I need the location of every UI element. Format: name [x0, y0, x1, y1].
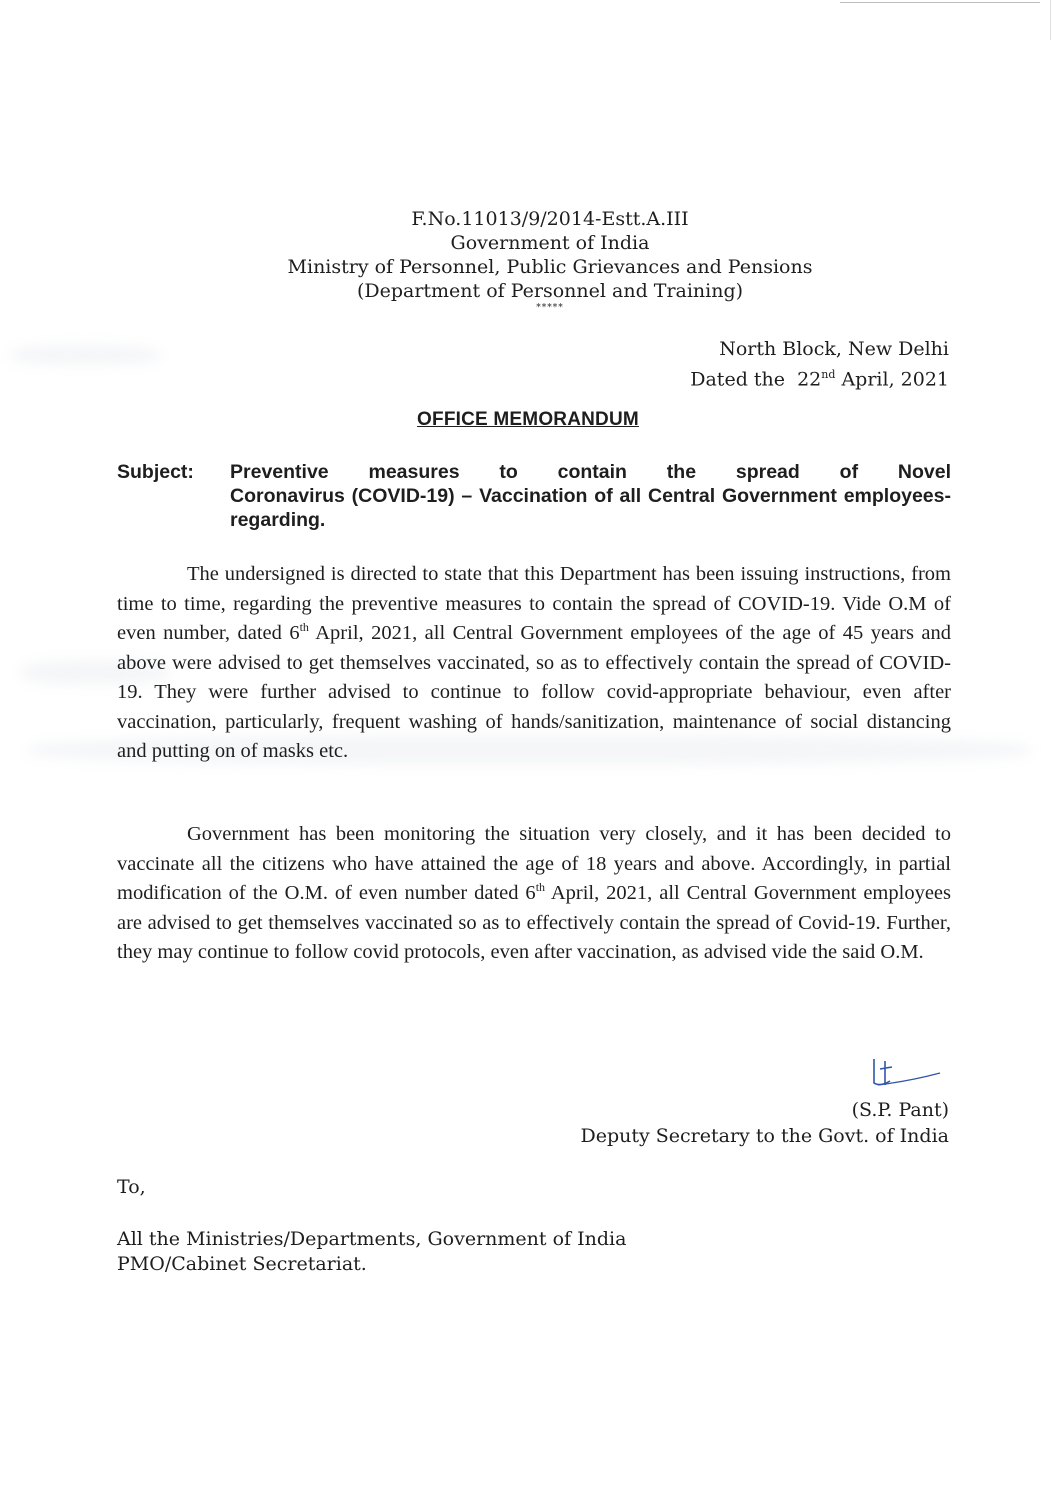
signatory-block	[581, 1095, 950, 1147]
scan-smudge	[10, 345, 160, 365]
addressee-to: To,	[117, 1176, 146, 1198]
file-number: F.No.11013/9/2014-Estt.A.III	[411, 208, 689, 230]
signatory-designation: Deputy Secretary to the Govt. of India	[580, 1125, 949, 1147]
signatory-name: (S.P. Pant)	[851, 1099, 949, 1121]
subject-label: Subject:	[117, 461, 194, 483]
document-header	[250, 207, 850, 313]
department-name: (Department of Personnel and Training)	[356, 280, 744, 302]
paragraph-2: Government has been monitoring the situation very closely, and it has been decided to vaccinate all the citizens who have attained the age of 18 years and above. Accordingly, in partial modification of the O.M. of even number dated 6th April, 2021, all Central Government employees are advised to get themselves vaccinated so as to effectively contain the spread of Covid-19. Further, they may continue to follow covid protocols, even after vaccination, as advised vide the said O.M.	[117, 823, 951, 963]
scan-artifact-top	[840, 2, 1040, 3]
date: Dated the 22nd April, 2021	[690, 368, 949, 391]
signature-mark	[870, 1055, 950, 1095]
subject-block	[117, 460, 951, 532]
place: North Block, New Delhi	[719, 338, 949, 360]
ministry-name: Ministry of Personnel, Public Grievances and Pensions	[287, 256, 813, 278]
subject-text: Preventive measures to contain the spread of Novel Coronavirus (COVID-19) – Vaccination of all Central Government employees- regarding.	[230, 461, 951, 531]
place-date-block	[690, 337, 949, 392]
addressee-list	[117, 1227, 626, 1277]
government-name: Government of India	[450, 232, 650, 254]
addressee-line: All the Ministries/Departments, Government of India	[117, 1228, 627, 1250]
header-separator: *****	[536, 303, 564, 313]
paragraph-1: The undersigned is directed to state that this Department has been issuing instructions, from time to time, regarding the preventive measures to contain the spread of COVID-19. Vide O.M of even number, dated 6th April, 2021, all Central Government employees of the age of 45 years and above were advised to get themselves vaccinated, so as to effectively contain the spread of COVID-19. They were further advised to continue to follow covid-appropriate behaviour, even after vaccination, particularly, frequent washing of hands/sanitization, maintenance of social distancing and putting on of masks etc.	[117, 563, 951, 762]
document-title: OFFICE MEMORANDUM	[417, 409, 639, 430]
scan-artifact-right	[1050, 0, 1051, 40]
addressee-line: PMO/Cabinet Secretariat.	[117, 1253, 367, 1275]
